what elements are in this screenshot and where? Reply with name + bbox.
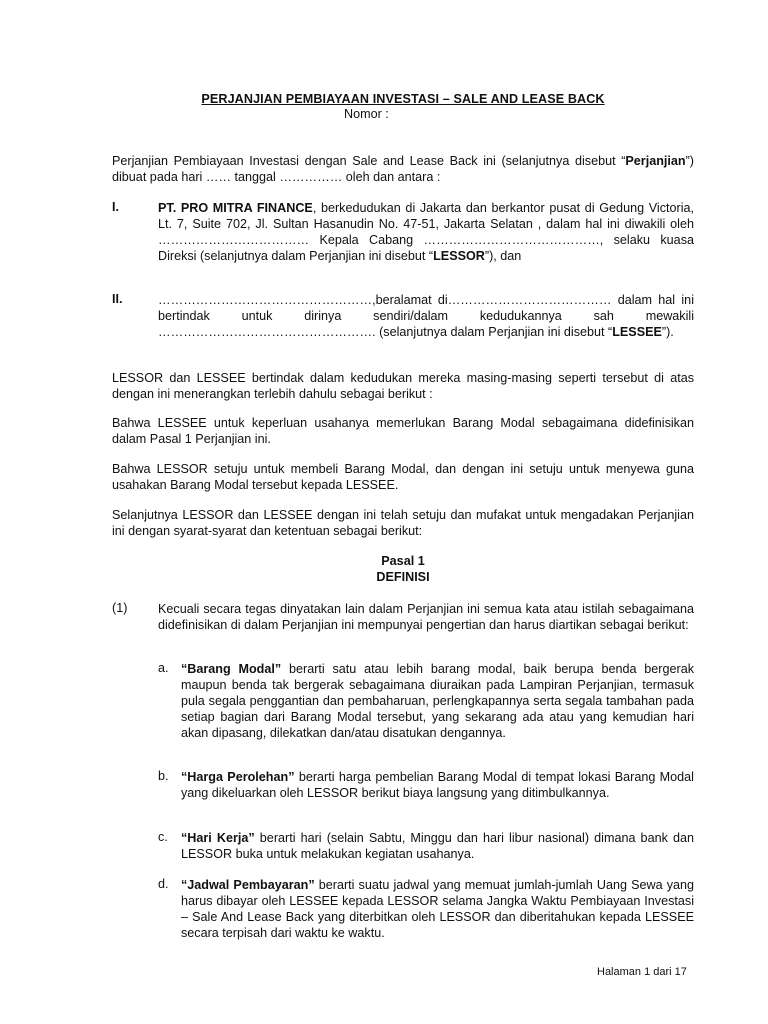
definition-term: “Barang Modal” — [181, 662, 282, 676]
page-number-footer: Halaman 1 dari 17 — [597, 966, 687, 978]
party-1-text-2: ”), dan — [484, 249, 522, 263]
party-2-text-2: ”). — [661, 325, 674, 339]
definition-term: “Harga Perolehan” — [181, 770, 295, 784]
body-paragraph: LESSOR dan LESSEE bertindak dalam kedudukan mereka masing-masing seperti tersebut di atas dengan ini menerangkan terlebih dahulu sebagai berikut : — [112, 371, 694, 401]
definition-item — [181, 661, 694, 741]
intro-text-1: Perjanjian Pembiayaan Investasi dengan Sale and Lease Back ini (selanjutnya disebut “ — [112, 154, 626, 168]
party-1-defined-term: LESSOR — [433, 249, 485, 263]
definition-text: berarti suatu jadwal yang memuat jumlah-jumlah Uang Sewa yang harus dibayar oleh LESSEE kepada LESSOR selama Jangka Waktu Pembiayaan Investasi – Sale And Lease Back yang diterbitkan oleh LESSOR dan diberitahukan kepada LESSEE secara terpisah dari waktu ke waktu. — [181, 878, 695, 940]
pasal-number: Pasal 1 — [381, 554, 425, 568]
document-number-label: Nomor : — [344, 107, 389, 121]
document-title: PERJANJIAN PEMBIAYAAN INVESTASI – SALE AND LEASE BACK — [201, 92, 605, 106]
definition-letter: d. — [158, 877, 169, 891]
definition-text: berarti satu atau lebih barang modal, baik berupa benda bergerak maupun benda tak bergerak sebagaimana diuraikan pada Lampiran Perjanjian, termasuk pula segala penggantian dan pembaharuan, perlengkapannya serta segala tambahan pada setiap bagian dari Barang Modal tersebut, yang sekarang ada atau yang kemudian hari akan dipasang, dilekatkan dan/atau disatukan dengannya. — [181, 662, 694, 740]
definition-term: “Hari Kerja” — [181, 831, 255, 845]
intro-text-2: ”) dibuat pada hari …… tanggal …………… oleh dan antara : — [112, 154, 694, 184]
definition-item — [181, 769, 694, 801]
body-paragraph: Bahwa LESSOR setuju untuk membeli Barang Modal, dan dengan ini setuju untuk menyewa guna usahakan Barang Modal tersebut kepada LESSEE. — [112, 462, 694, 492]
party-1-name: PT. PRO MITRA FINANCE — [158, 201, 313, 215]
party-1-paragraph — [158, 200, 694, 264]
body-paragraph: Selanjutnya LESSOR dan LESSEE dengan ini telah setuju dan mufakat untuk mengadakan Perjanjian ini dengan syarat-syarat dan ketentuan sebagai berikut: — [112, 508, 694, 538]
definition-letter: c. — [158, 830, 168, 844]
definition-letter: b. — [158, 769, 169, 783]
clause-number: (1) — [112, 601, 128, 615]
clause-paragraph: Kecuali secara tegas dinyatakan lain dalam Perjanjian ini semua kata atau istilah sebagaimana didefinisikan di dalam Perjanjian ini mempunyai pengertian dan harus diartikan sebagai berikut: — [158, 602, 694, 632]
body-paragraph: Bahwa LESSEE untuk keperluan usahanya memerlukan Barang Modal sebagaimana didefinisikan dalam Pasal 1 Perjanjian ini. — [112, 416, 694, 446]
definition-item — [181, 830, 694, 862]
definition-term: “Jadwal Pembayaran” — [181, 878, 315, 892]
party-2-paragraph — [158, 292, 694, 340]
intro-defined-term: Perjanjian — [625, 154, 686, 168]
intro-paragraph — [112, 153, 694, 185]
party-2-text-1: ……………………………………………,beralamat di………………………………… dalam hal ini bertindak untuk dirinya sendiri/dalam kedudukannya sah mewakili ……………………………………………. (selanjutnya dalam Perjanjian ini disebut “ — [158, 293, 694, 339]
definition-item — [181, 877, 694, 941]
party-2-number: II. — [112, 292, 123, 306]
party-1-text-1: , berkedudukan di Jakarta dan berkantor pusat di Gedung Victoria, Lt. 7, Suite 702, Jl. Sultan Hasanudin No. 47-51, Jakarta Selatan , dalam hal ini diwakili oleh ……………………………… Kepala Cabang ……………………………………, selaku kuasa Direksi (selanjutnya dalam Perjanjian ini disebut “ — [158, 201, 694, 263]
party-2-defined-term: LESSEE — [612, 325, 662, 339]
pasal-heading: DEFINISI — [376, 570, 430, 584]
definition-letter: a. — [158, 661, 169, 675]
definition-text: berarti harga pembelian Barang Modal di tempat lokasi Barang Modal yang dikeluarkan oleh LESSOR berikut biaya langsung yang ditimbulkannya. — [181, 770, 694, 800]
definition-text: berarti hari (selain Sabtu, Minggu dan hari libur nasional) dimana bank dan LESSOR buka untuk melakukan kegiatan usahanya. — [181, 831, 694, 861]
party-1-number: I. — [112, 200, 119, 214]
